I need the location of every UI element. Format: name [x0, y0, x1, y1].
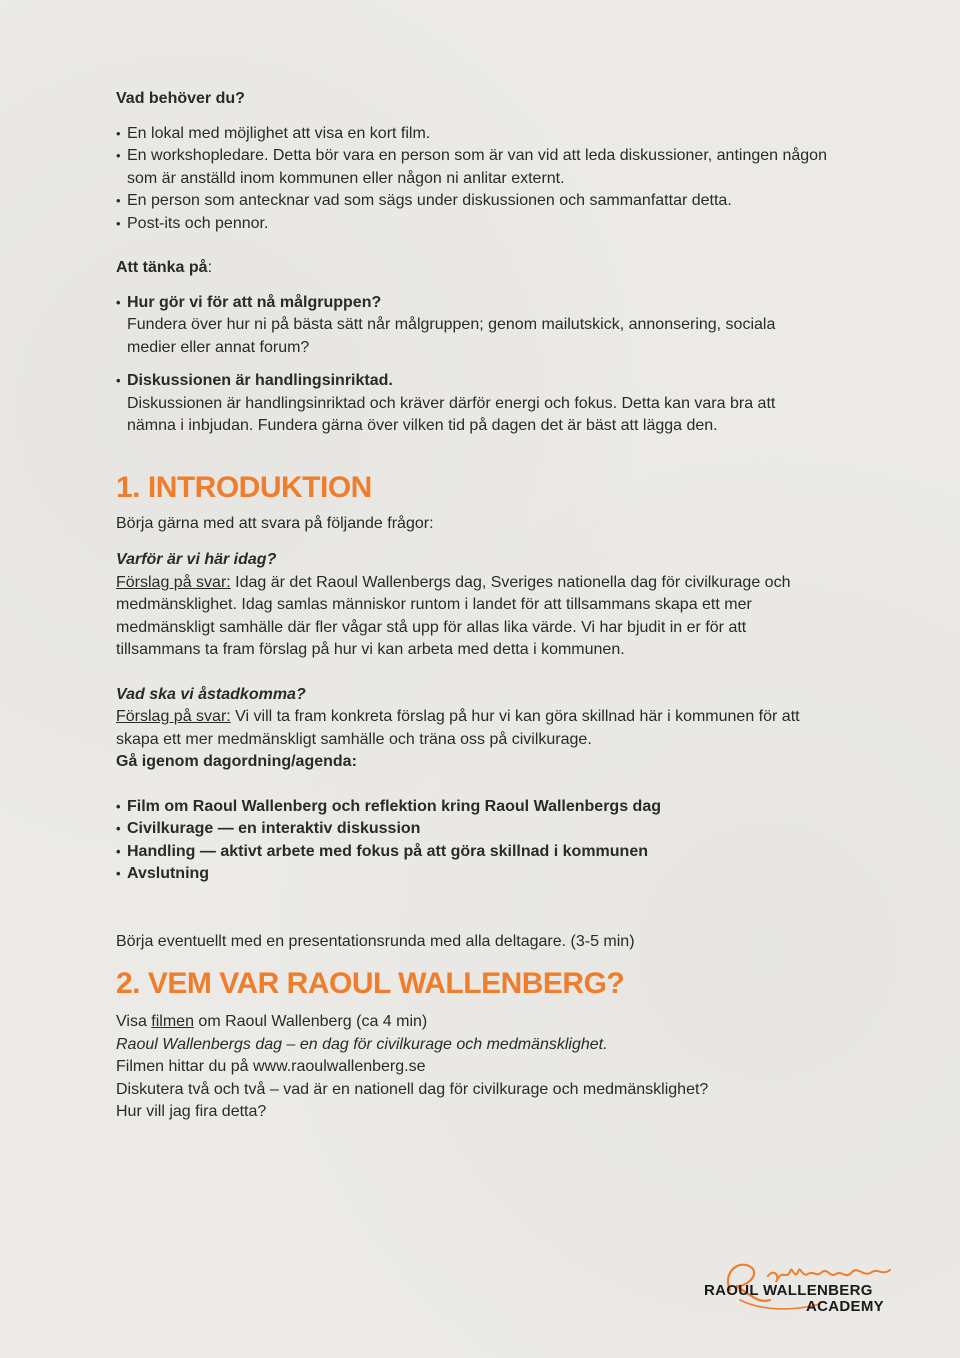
- list-item: • Handling — aktivt arbete med fokus på att göra skillnad i kommunen: [116, 841, 856, 864]
- needs-list: [116, 123, 856, 236]
- needs-title: Vad behöver du?: [116, 90, 245, 107]
- list-item: • Civilkurage — en interaktiv diskussion: [116, 818, 856, 841]
- logo-line1: RAOUL WALLENBERG: [704, 1282, 873, 1299]
- who-line1: Visa filmen om Raoul Wallenberg (ca 4 min): [116, 1013, 428, 1030]
- list-item: • Diskussionen är handlingsinriktad.: [116, 370, 856, 393]
- consider-q1-text: Fundera över hur ni på bästa sätt når målgruppen; genom mailutskick, annonsering, sociala medier eller annat forum?: [127, 316, 776, 356]
- intro-lead: Börja gärna med att svara på följande frågor:: [116, 514, 434, 532]
- intro-a2: Förslag på svar: Vi vill ta fram konkreta förslag på hur vi kan göra skillnad här i kommunen för att skapa ett mer medmänskligt samhälle och träna oss på civilkurage.: [116, 708, 800, 748]
- who-line5: Hur vill jag fira detta?: [116, 1103, 267, 1120]
- list-item: • En workshopledare. Detta bör vara en person som är van vid att leda diskussioner, antingen någon som är anställd inom kommunen eller någon ni anlitar externt.: [116, 145, 847, 190]
- intro-q1: Varför är vi här idag?: [116, 551, 277, 568]
- list-item: • En person som antecknar vad som sägs under diskussionen och sammanfattar detta.: [116, 190, 856, 213]
- consider-list-2: [116, 370, 856, 393]
- academy-logo: [700, 1250, 900, 1322]
- consider-list-1: [116, 292, 856, 315]
- list-item: • Post-its och pennor.: [116, 213, 856, 236]
- intro-q2: Vad ska vi åstadkomma?: [116, 685, 306, 703]
- who-line4: Diskutera två och två – vad är en nationell dag för civilkurage och medmänsklighet?: [116, 1080, 709, 1098]
- intro-heading: 1. INTRODUKTION: [116, 470, 372, 504]
- document-content: [116, 88, 856, 1124]
- who-line3: Filmen hittar du på www.raoulwallenberg.se: [116, 1058, 426, 1075]
- who-line2: Raoul Wallenbergs dag – en dag för civilkurage och medmänsklighet.: [116, 1035, 608, 1053]
- consider-q2-text: Diskussionen är handlingsinriktad och kräver därför energi och fokus. Detta kan vara bra att nämna i inbjudan. Fundera gärna över vilken tid på dagen det är bäst att lägga den.: [127, 394, 776, 434]
- intro-round: Börja eventuellt med en presentationsrunda med alla deltagare. (3-5 min): [116, 932, 635, 950]
- list-item: • Hur gör vi för att nå målgruppen?: [116, 292, 856, 315]
- logo-line2: ACADEMY: [806, 1298, 884, 1315]
- film-link[interactable]: filmen: [151, 1013, 194, 1030]
- agenda-title: Gå igenom dagordning/agenda:: [116, 753, 357, 770]
- consider-title: Att tänka på:: [116, 259, 213, 276]
- intro-a1: Förslag på svar: Idag är det Raoul Wallenbergs dag, Sveriges nationella dag för civilkurage och medmänsklighet. Idag samlas människor runtom i landet för att tillsammans skapa ett mer medmänskligt samhälle där fler vågar stå upp för allas lika värde. Vi har bjudit in er för att tillsammans ta fram förslag på hur vi kan arbeta med detta i kommunen.: [116, 573, 791, 658]
- who-heading: 2. VEM VAR RAOUL WALLENBERG?: [116, 967, 625, 1000]
- agenda-list: [116, 796, 856, 886]
- list-item: • En lokal med möjlighet att visa en kort film.: [116, 123, 856, 146]
- list-item: • Avslutning: [116, 863, 856, 886]
- list-item: • Film om Raoul Wallenberg och reflektion kring Raoul Wallenbergs dag: [116, 796, 856, 819]
